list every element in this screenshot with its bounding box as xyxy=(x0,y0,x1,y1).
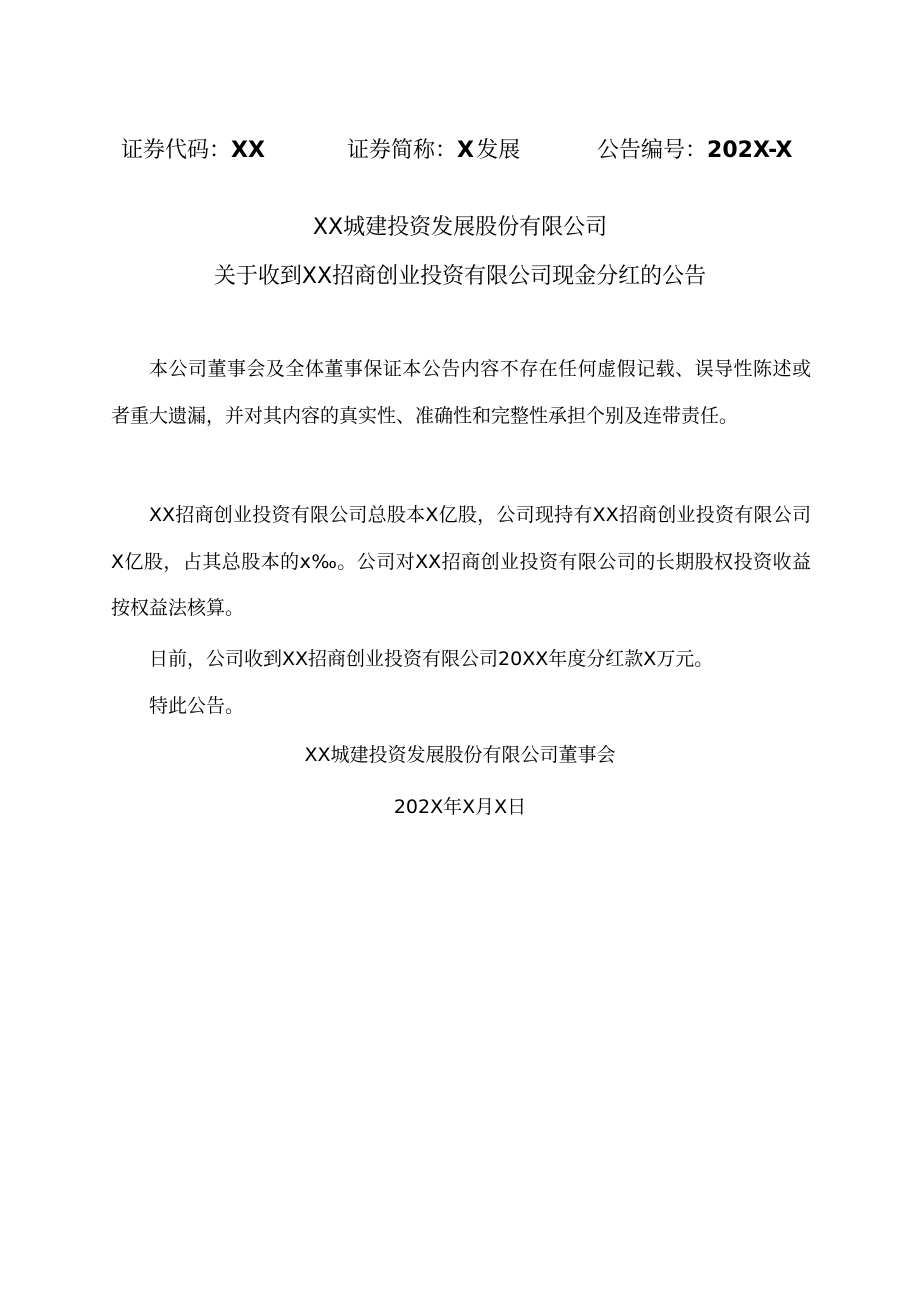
security-abbreviation-label: 证券简称： xyxy=(347,138,458,163)
announcement-number xyxy=(597,134,792,168)
shareholding-paragraph: XX招商创业投资有限公司总股本X亿股，公司现持有XX招商创业投资有限公司X亿股，占其总股本的x‰。公司对XX招商创业投资有限公司的长期股权投资收益按权益法核算。 xyxy=(111,504,811,619)
security-abbreviation-suffix: 发展 xyxy=(476,138,521,163)
announcement-number-value: 202X-X xyxy=(707,138,793,163)
board-statement-paragraph: 本公司董事会及全体董事保证本公告内容不存在任何虚假记载、误导性陈述或者重大遗漏，并对其内容的真实性、准确性和完整性承担个别及连带责任。 xyxy=(111,358,811,427)
signature-date: 202X年X月X日 xyxy=(393,796,527,818)
closing-paragraph: 特此公告。 xyxy=(149,695,245,717)
security-code-value: XX xyxy=(231,138,265,163)
announcement-subject: 关于收到XX招商创业投资有限公司现金分红的公告 xyxy=(213,264,707,289)
announcement-header xyxy=(0,134,920,168)
dividend-paragraph: 日前，公司收到XX招商创业投资有限公司20XX年度分红款X万元。 xyxy=(149,648,714,670)
company-title: XX城建投资发展股份有限公司 xyxy=(312,215,608,240)
announcement-number-label: 公告编号： xyxy=(597,138,708,163)
security-code xyxy=(121,134,265,168)
security-abbreviation-value: X xyxy=(457,138,474,163)
signature-company: XX城建投资发展股份有限公司董事会 xyxy=(304,744,616,766)
security-code-label: 证券代码： xyxy=(121,138,232,163)
security-abbreviation xyxy=(347,134,520,168)
